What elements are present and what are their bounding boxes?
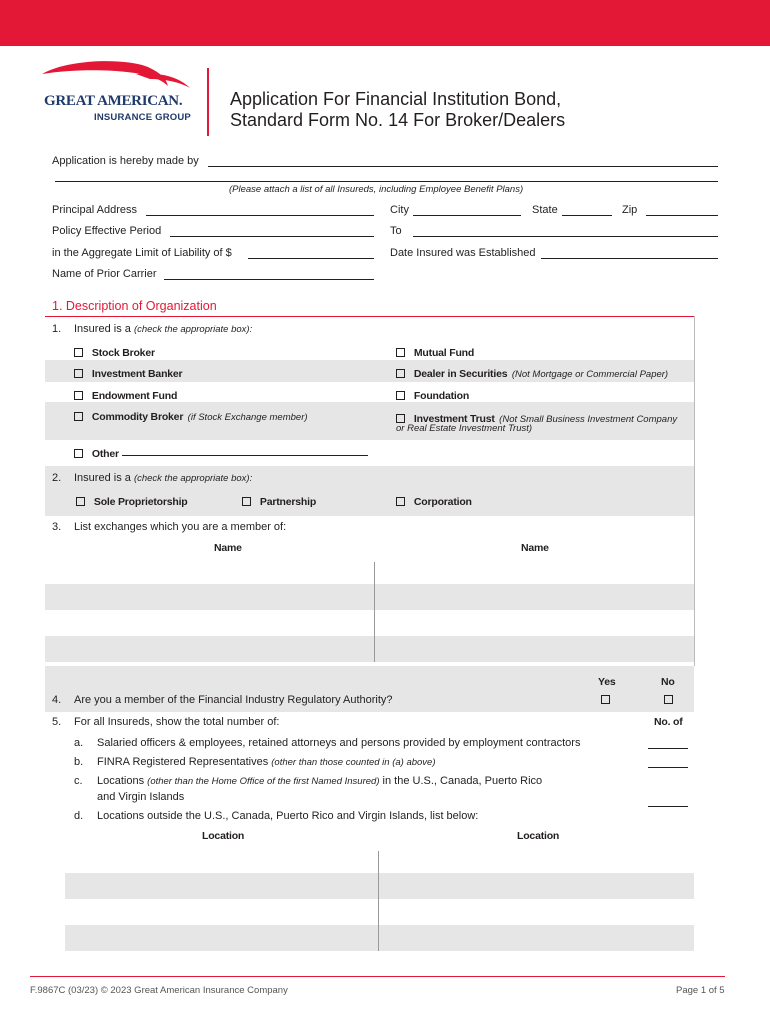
locations-row[interactable]: [65, 873, 694, 899]
checkbox-icon[interactable]: [74, 449, 83, 458]
checkbox-icon[interactable]: [396, 348, 405, 357]
q4-question: Are you a member of the Financial Industry Regulatory Authority?: [74, 694, 393, 706]
page-title: Application For Financial Institution Bond, Standard Form No. 14 For Broker/Dealers: [230, 89, 566, 130]
zip-field[interactable]: [646, 215, 718, 216]
section-rule: [45, 316, 695, 317]
q5d-text: Locations outside the U.S., Canada, Puerto Rico and Virgin Islands, list below:: [97, 810, 479, 822]
logo-subtitle: INSURANCE GROUP: [94, 112, 191, 123]
q5b-letter: b.: [74, 756, 84, 768]
no-header: No: [661, 676, 675, 688]
option-stock-broker[interactable]: Stock Broker: [74, 343, 155, 361]
checkbox-icon[interactable]: [76, 497, 85, 506]
option-partnership[interactable]: Partnership: [242, 492, 316, 510]
applicant-field[interactable]: [208, 166, 718, 167]
option-endowment-fund[interactable]: Endowment Fund: [74, 386, 177, 404]
locations-col-divider: [378, 851, 379, 951]
attach-note: (Please attach a list of all Insureds, including Employee Benefit Plans): [229, 184, 524, 195]
logo-wordmark: GREAT AMERICAN.: [44, 93, 183, 109]
checkbox-icon[interactable]: [396, 391, 405, 400]
option-investment-banker[interactable]: Investment Banker: [74, 364, 182, 382]
no-of-header: No. of: [654, 716, 683, 728]
q4-yes-checkbox[interactable]: [601, 695, 610, 704]
checkbox-icon[interactable]: [74, 369, 83, 378]
state-label: State: [532, 204, 558, 216]
option-mutual-fund[interactable]: Mutual Fund: [396, 343, 474, 361]
date-established-label: Date Insured was Established: [390, 247, 536, 259]
exchanges-row[interactable]: [45, 584, 694, 610]
zip-label: Zip: [622, 204, 638, 216]
q5c-text: Locations (other than the Home Office of the first Named Insured) in the U.S., Canada, Puerto Rico: [97, 775, 543, 787]
q3-number: 3.: [52, 521, 62, 533]
aggregate-limit-label: in the Aggregate Limit of Liability of $: [52, 247, 232, 259]
exchanges-col-divider: [374, 562, 375, 662]
q5c-count-field[interactable]: [648, 806, 688, 807]
checkbox-icon[interactable]: [74, 412, 83, 421]
yes-header: Yes: [598, 676, 616, 688]
checkbox-icon[interactable]: [242, 497, 251, 506]
q1-question: Insured is a (check the appropriate box):: [74, 323, 253, 335]
q5c-text-line2: and Virgin Islands: [97, 791, 185, 803]
applicant-label: Application is hereby made by: [52, 155, 199, 167]
q5b-count-field[interactable]: [648, 767, 688, 768]
date-established-field[interactable]: [541, 258, 718, 259]
q5c-letter: c.: [74, 775, 83, 787]
checkbox-icon[interactable]: [74, 391, 83, 400]
principal-address-field[interactable]: [146, 215, 374, 216]
investment-trust-note: or Real Estate Investment Trust): [396, 423, 533, 434]
locations-col-header-right: Location: [517, 830, 560, 842]
option-dealer-securities[interactable]: Dealer in Securities (Not Mortgage or Commercial Paper): [396, 364, 668, 382]
checkbox-icon[interactable]: [396, 369, 405, 378]
other-field[interactable]: [122, 455, 368, 456]
q5a-count-field[interactable]: [648, 748, 688, 749]
option-investment-trust[interactable]: Investment Trust (Not Small Business Investment Company: [396, 409, 677, 427]
form-id: F.9867C (03/23) © 2023 Great American Insurance Company: [30, 985, 288, 996]
city-label: City: [390, 204, 409, 216]
section-heading: 1. Description of Organization: [52, 299, 217, 313]
section-right-border: [694, 316, 695, 666]
eagle-logo-icon: [40, 60, 200, 94]
principal-address-label: Principal Address: [52, 204, 137, 216]
locations-col-header-left: Location: [202, 830, 245, 842]
applicant-field-line2[interactable]: [55, 181, 718, 182]
q5a-text: Salaried officers & employees, retained attorneys and persons provided by employment contractors: [97, 737, 581, 749]
policy-period-label: Policy Effective Period: [52, 225, 162, 237]
exchanges-col-header-right: Name: [521, 542, 549, 554]
aggregate-limit-field[interactable]: [248, 258, 374, 259]
exchanges-row[interactable]: [45, 636, 694, 662]
logo-divider: [207, 68, 209, 136]
to-label: To: [390, 225, 402, 237]
q4-number: 4.: [52, 694, 62, 706]
option-other[interactable]: Other: [74, 444, 119, 462]
q3-question: List exchanges which you are a member of:: [74, 521, 287, 533]
q4-no-checkbox[interactable]: [664, 695, 673, 704]
policy-period-field[interactable]: [170, 236, 374, 237]
option-foundation[interactable]: Foundation: [396, 386, 469, 404]
q5b-text: FINRA Registered Representatives (other than those counted in (a) above): [97, 756, 436, 768]
top-accent-bar: [0, 0, 770, 46]
prior-carrier-label: Name of Prior Carrier: [52, 268, 157, 280]
option-corporation[interactable]: Corporation: [396, 492, 472, 510]
to-field[interactable]: [413, 236, 718, 237]
q5d-letter: d.: [74, 810, 84, 822]
q2-number: 2.: [52, 472, 62, 484]
exchanges-col-header-left: Name: [214, 542, 242, 554]
state-field[interactable]: [562, 215, 612, 216]
checkbox-icon[interactable]: [396, 497, 405, 506]
q5a-letter: a.: [74, 737, 84, 749]
prior-carrier-field[interactable]: [164, 279, 374, 280]
checkbox-icon[interactable]: [396, 414, 405, 423]
q5-question: For all Insureds, show the total number of:: [74, 716, 280, 728]
option-commodity-broker[interactable]: Commodity Broker (if Stock Exchange member): [74, 407, 308, 425]
footer-rule: [30, 976, 725, 977]
q1-number: 1.: [52, 323, 62, 335]
q2-question: Insured is a (check the appropriate box):: [74, 472, 253, 484]
checkbox-icon[interactable]: [74, 348, 83, 357]
option-sole-proprietorship[interactable]: Sole Proprietorship: [76, 492, 188, 510]
locations-row[interactable]: [65, 925, 694, 951]
q5-number: 5.: [52, 716, 62, 728]
city-field[interactable]: [413, 215, 521, 216]
page-number: Page 1 of 5: [676, 985, 725, 996]
